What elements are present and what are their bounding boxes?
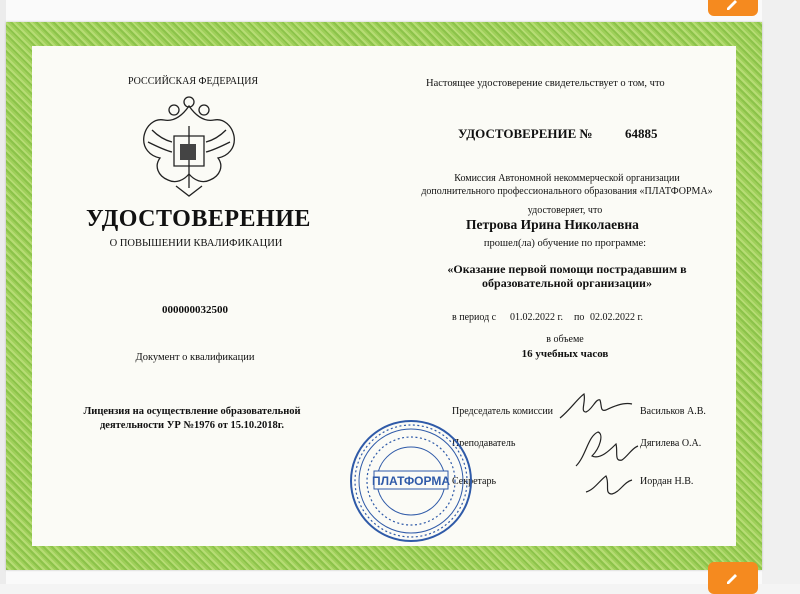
certifies-text: удостоверяет, что	[527, 205, 603, 216]
period-prefix: в период с	[452, 312, 497, 323]
hours: 16 учебных часов	[521, 348, 609, 360]
role-teacher: Преподаватель	[452, 438, 516, 449]
role-chairman: Председатель комиссии	[452, 406, 554, 417]
commission-line-2: дополнительного профессионального образования «ПЛАТФОРМА»	[421, 186, 713, 197]
license-line-2: деятельности УР №1976 от 15.10.2018г.	[100, 420, 284, 431]
commission-line-1: Комиссия Автономной некоммерческой организации	[454, 173, 680, 184]
organization-stamp	[348, 418, 474, 544]
cert-number: 64885	[625, 126, 658, 141]
date-from: 01.02.2022 г.	[510, 312, 563, 323]
name-chairman: Васильков А.В.	[640, 406, 706, 417]
person-name: Петрова Ирина Николаевна	[466, 217, 639, 232]
trained-text: прошел(ла) обучение по программе:	[483, 238, 647, 249]
program-line-1: «Оказание первой помощи пострадавшим в	[447, 262, 687, 276]
volume-label: в объеме	[546, 334, 584, 345]
cert-number-label: УДОСТОВЕРЕНИЕ №	[458, 126, 593, 141]
edit-button-bottom[interactable]	[708, 562, 758, 594]
license-line-1: Лицензия на осуществление образовательной	[83, 406, 301, 417]
edit-button-top[interactable]	[708, 0, 758, 16]
signature-secretary	[582, 462, 638, 502]
name-secretary: Иордан Н.В.	[640, 476, 694, 487]
stamp-center-text: ПЛАТФОРМА	[371, 474, 451, 488]
name-teacher: Дягилева О.А.	[640, 438, 702, 449]
date-to: 02.02.2022 г.	[590, 312, 643, 323]
signature-chairman	[556, 388, 636, 424]
period-mid: по	[574, 312, 585, 323]
registration-number: 000000032500	[162, 304, 228, 316]
coat-of-arms-icon	[134, 96, 244, 200]
left-title: УДОСТОВЕРЕНИЕ	[86, 206, 311, 232]
role-secretary: Секретарь	[452, 476, 497, 487]
program-line-2: образовательной организации»	[482, 276, 652, 290]
right-gutter	[762, 0, 800, 584]
intro-text: Настоящее удостоверение свидетельствует о том, что	[426, 78, 665, 89]
document-type: Документ о квалификации	[135, 352, 255, 363]
left-subtitle: О ПОВЫШЕНИИ КВАЛИФИКАЦИИ	[109, 238, 283, 249]
pencil-icon	[725, 0, 741, 12]
country-label: РОССИЙСКАЯ ФЕДЕРАЦИЯ	[128, 76, 259, 87]
